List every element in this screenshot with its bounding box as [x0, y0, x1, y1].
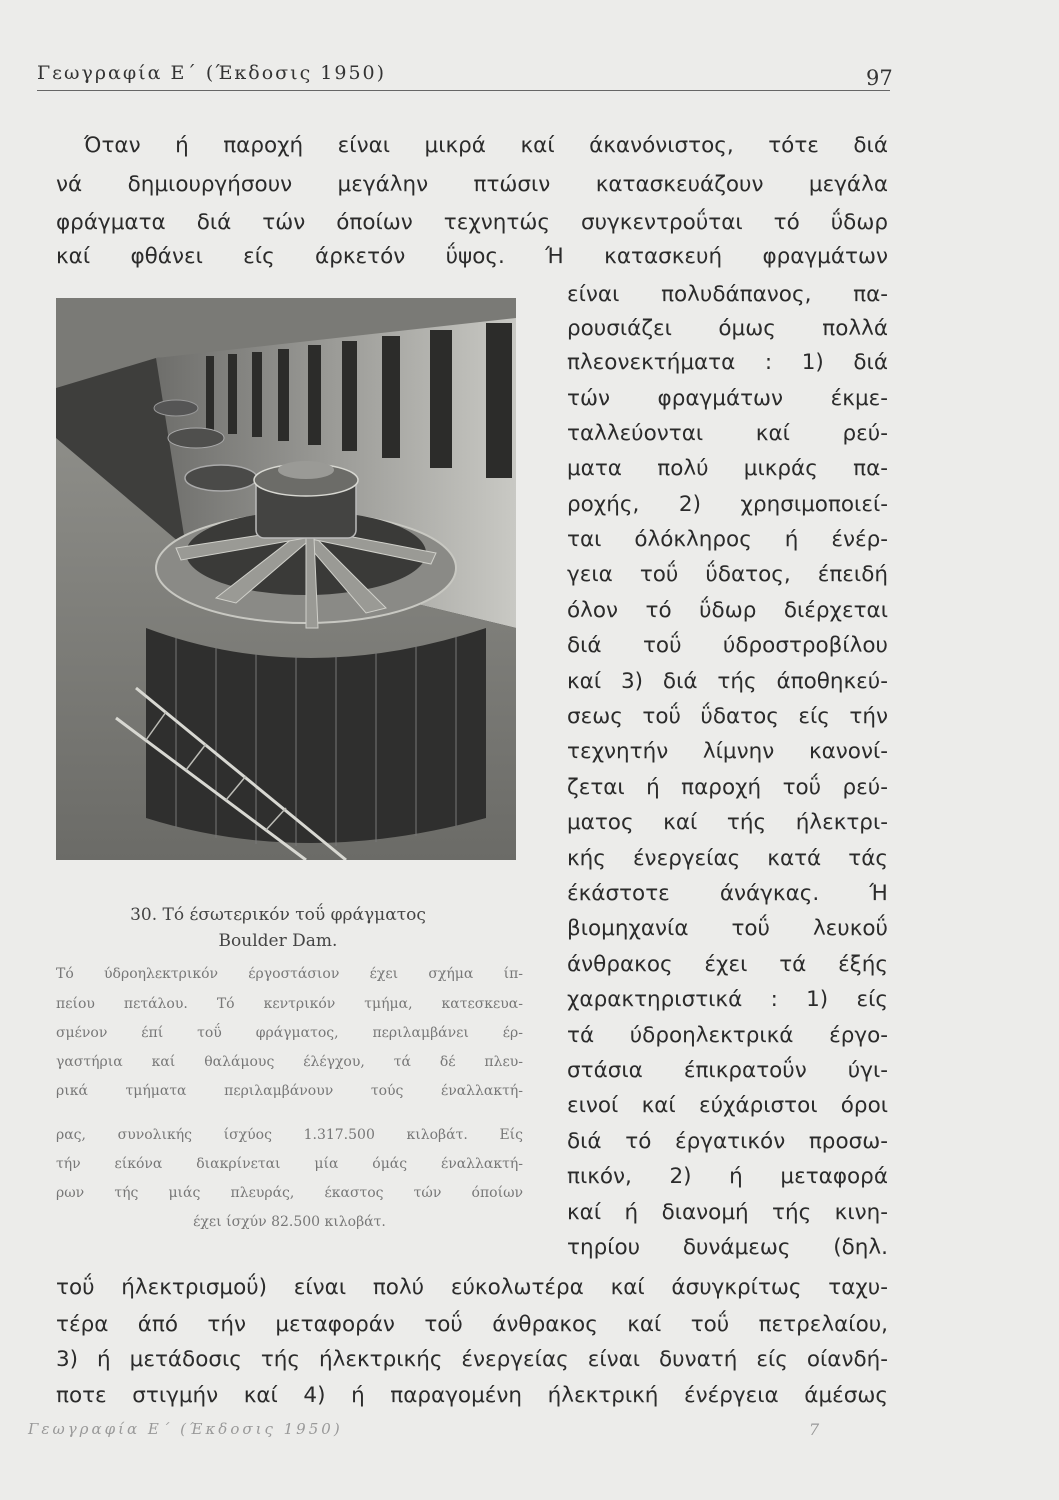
text-line: στάσια έπικρατοΰν ύγι- [567, 1058, 888, 1083]
text-line: νά δημιουργήσουν μεγάλην πτώσιν κατασκευάζουν μεγάλα [56, 172, 888, 197]
text-line: ροχής, 2) χρησιμοποιεί- [567, 492, 888, 517]
text-line: χαρακτηριστικά : 1) είς [567, 987, 888, 1012]
figure-title [58, 902, 498, 954]
caption-line: γαστήρια καί θαλάμους έλέγχου, τά δέ πλευ- [56, 1054, 523, 1070]
text-line: τών φραγμάτων έκμε- [567, 386, 888, 411]
running-head: Γεωγραφία Ε΄ (Έκδοσις 1950) [37, 62, 387, 84]
text-line: γεια τοΰ ΰδατος, έπειδή [567, 562, 888, 587]
caption-line: Τό ύδροηλεκτρικόν έργοστάσιον έχει σχήμα ίπ- [56, 966, 523, 982]
text-line: κής ένεργείας κατά τάς [567, 846, 888, 871]
text-line: ταλλεύονται καί ρεύ- [567, 421, 888, 446]
text-line: ματος καί τής ήλεκτρι- [567, 810, 888, 835]
text-line: ζεται ή παροχή τοΰ ρεύ- [567, 775, 888, 800]
text-line: καί φθάνει είς άρκετόν ΰψος. Ή κατασκευή φραγμάτων [56, 244, 888, 269]
figure-title-line: Boulder Dam. [218, 931, 338, 951]
caption-line: ρικά τμήματα περιλαμβάνουν τούς έναλλακτή- [56, 1083, 523, 1099]
text-line: όλον τό ΰδωρ διέρχεται [567, 598, 888, 623]
text-line: ποτε στιγμήν καί 4) ή παραγομένη ήλεκτρική ένέργεια άμέσως [56, 1383, 888, 1408]
header-rule [37, 90, 890, 91]
text-line: εινοί καί εύχάριστοι όροι [567, 1093, 888, 1118]
caption-line: πείου πετάλου. Τό κεντρικόν τμήμα, κατεσκευα- [56, 996, 523, 1012]
caption-line: ρων τής μιάς πλευράς, έκαστος τών όποίων [56, 1185, 523, 1201]
figure-title-line: 30. Τό έσωτερικόν τοΰ φράγματος [130, 905, 426, 925]
signature-footer: Γεωγραφία Ε΄ (Έκδοσις 1950) [28, 1420, 343, 1438]
signature-mark: 7 [809, 1420, 820, 1439]
page-number: 97 [866, 66, 893, 90]
caption-line: σμένον έπί τοΰ φράγματος, περιλαμβάνει έρ- [56, 1025, 523, 1041]
text-line: Όταν ή παροχή είναι μικρά καί άκανόνιστος, τότε διά [84, 133, 888, 158]
text-line: ρουσιάζει όμως πολλά [567, 316, 888, 341]
text-line: διά τοΰ ύδροστροβίλου [567, 633, 888, 658]
text-line: διά τό έργατικόν προσω- [567, 1129, 888, 1154]
text-line: πικόν, 2) ή μεταφορά [567, 1164, 888, 1189]
text-line: 3) ή μετάδοσις τής ήλεκτρικής ένεργείας είναι δυνατή είς οίανδή- [56, 1347, 888, 1372]
caption-line: έχει ίσχύν 82.500 κιλοβάτ. [193, 1214, 386, 1230]
text-line: πλεονεκτήματα : 1) διά [567, 350, 888, 375]
caption-line: ρας, συνολικής ίσχύος 1.317.500 κιλοβάτ. Είς [56, 1127, 523, 1143]
text-line: έκάστοτε άνάγκας. Ή [567, 881, 888, 906]
text-line: είναι πολυδάπανος, πα- [567, 282, 888, 307]
caption-line: τήν είκόνα διακρίνεται μία όμάς έναλλακτή- [56, 1156, 523, 1172]
text-line: σεως τοΰ ΰδατος είς τήν [567, 704, 888, 729]
text-line: βιομηχανία τοΰ λευκοΰ [567, 916, 888, 941]
text-line: καί ή διανομή τής κινη- [567, 1200, 888, 1225]
text-line: ται όλόκληρος ή ένέρ- [567, 527, 888, 552]
figure-photo [56, 298, 516, 860]
text-line: τέρα άπό τήν μεταφοράν τοΰ άνθρακος καί τοΰ πετρελαίου, [56, 1312, 888, 1337]
text-line: φράγματα διά τών όποίων τεχνητώς συγκεντροΰται τό ΰδωρ [56, 210, 888, 235]
generator-hall-illustration [56, 298, 516, 860]
text-line: τηρίου δυνάμεως (δηλ. [567, 1235, 888, 1260]
text-line: καί 3) διά τής άποθηκεύ- [567, 669, 888, 694]
text-line: τεχνητήν λίμνην κανονί- [567, 739, 888, 764]
text-line: τοΰ ήλεκτρισμοΰ) είναι πολύ εύκολωτέρα καί άσυγκρίτως ταχυ- [56, 1275, 888, 1300]
text-line: ματα πολύ μικράς πα- [567, 456, 888, 481]
text-line: άνθρακος έχει τά έξής [567, 952, 888, 977]
text-line: τά ύδροηλεκτρικά έργο- [567, 1023, 888, 1048]
